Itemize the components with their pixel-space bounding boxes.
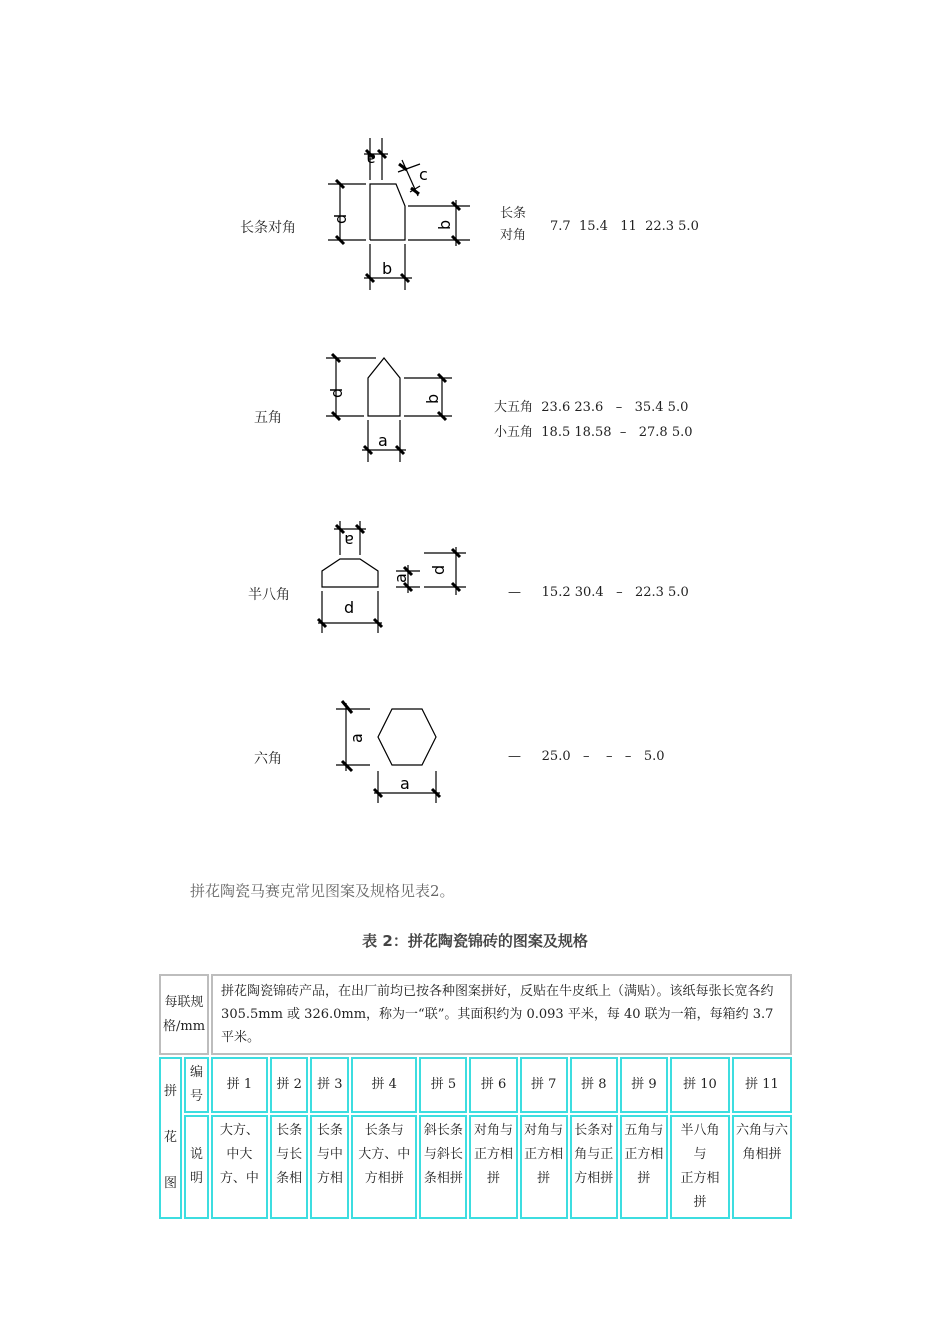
table-title: 表 2：拼花陶瓷锦砖的图案及规格: [362, 932, 588, 950]
desc-line: 方相: [316, 1171, 343, 1186]
desc-cell: [620, 1115, 668, 1219]
desc-cell: [570, 1115, 618, 1219]
table-row-numbers: [159, 1057, 792, 1113]
desc-line: 中大: [226, 1147, 253, 1162]
number-cell: 拼 7: [520, 1057, 568, 1113]
spec-description-cell: 拼花陶瓷锦砖产品，在出厂前均已按各种图案拼好，反贴在牛皮纸上（满贴）。该纸每张长宽各约 305.5mm 或 326.0mm，称为一“联”。其面积约为 0.093 平米，每 40 联为一箱，每箱约 3.7 平米。: [211, 974, 792, 1055]
desc-line: 正方相: [524, 1147, 564, 1162]
desc-line: 拼: [637, 1171, 651, 1186]
desc-line: 拼: [537, 1171, 551, 1186]
long-diagonal-figure: [320, 130, 500, 300]
shape-label-pentagon: 五角: [254, 410, 282, 426]
desc-line: 方、中: [219, 1171, 259, 1186]
desc-line: 方相拼: [574, 1171, 614, 1186]
dim-b-label: b: [382, 259, 393, 278]
desc-line: 条相: [276, 1171, 303, 1186]
dim-a-label: a: [344, 531, 354, 550]
number-label-cell: [184, 1057, 209, 1113]
desc-cell: [270, 1115, 309, 1219]
desc-cell: [351, 1115, 417, 1219]
desc-line: 斜长条: [423, 1123, 463, 1138]
desc-label-cell: [184, 1115, 209, 1219]
dim-a-right-label: a: [391, 573, 410, 583]
desc-line: 长条对: [574, 1123, 614, 1138]
number-cell: 拼 9: [620, 1057, 668, 1113]
desc-cell: [211, 1115, 268, 1219]
number-cell: 拼 2: [270, 1057, 309, 1113]
desc-line: 六角与六: [735, 1123, 788, 1138]
desc-line: 对角与: [474, 1123, 514, 1138]
number-cell: 拼 1: [211, 1057, 268, 1113]
spec-values: 18.5 18.58 – 27.8 5.0: [541, 425, 693, 440]
hexagon-figure: [330, 695, 470, 815]
desc-line: 角相拼: [742, 1147, 782, 1162]
spec-name-long-diagonal: [500, 203, 526, 247]
number-cell: 拼 4: [351, 1057, 417, 1113]
intro-text: 拼花陶瓷马赛克常见图案及规格见表2。: [190, 882, 455, 900]
spec-name-line-1: 长条: [500, 206, 527, 221]
desc-cell: [419, 1115, 467, 1219]
half-octagon-figure: [316, 515, 486, 645]
desc-line: 五角与: [624, 1123, 664, 1138]
desc-line: 条相拼: [423, 1171, 463, 1186]
spec-header-cell: [159, 974, 209, 1055]
desc-cell: [469, 1115, 517, 1219]
desc-line: 对角与: [524, 1123, 564, 1138]
desc-cell: [310, 1115, 349, 1219]
shape-label-long-diagonal: 长条对角: [240, 220, 296, 236]
dim-a-left-label: a: [347, 733, 366, 743]
spec-large-pentagon: [494, 396, 688, 415]
dim-d-label: d: [331, 213, 350, 224]
desc-line: 长条: [276, 1123, 303, 1138]
desc-cell: [670, 1115, 730, 1219]
desc-line: 大方、中: [358, 1147, 411, 1162]
dim-b-right-label: b: [435, 219, 454, 230]
shape-label-half-octagon: 半八角: [248, 587, 290, 603]
dim-d-label: d: [327, 387, 346, 398]
desc-cell: [520, 1115, 568, 1219]
number-cell: 拼 8: [570, 1057, 618, 1113]
number-cell: 拼 5: [419, 1057, 467, 1113]
spec-header-line-1: 每联规: [164, 994, 204, 1010]
number-cell: 拼 10: [670, 1057, 730, 1113]
shape-label-hexagon: 六角: [254, 751, 282, 767]
dim-a-label: a: [400, 774, 410, 793]
table-row-descriptions: [159, 1115, 792, 1219]
desc-line: 角与正: [574, 1147, 614, 1162]
dim-a-label: a: [366, 150, 376, 169]
number-cell: 拼 6: [469, 1057, 517, 1113]
number-label-1: 编: [190, 1065, 204, 1080]
desc-line: 长条: [316, 1123, 343, 1138]
desc-line: 正方相: [474, 1147, 514, 1162]
table-row-spec: [159, 974, 792, 1055]
spec-values-hexagon: — 25.0 – – – 5.0: [508, 749, 665, 764]
spec-values-long-diagonal: 7.7 15.4 11 22.3 5.0: [550, 219, 699, 234]
dim-b-label: b: [423, 393, 442, 404]
desc-label-2: 明: [190, 1171, 204, 1186]
spec-name: 大五角: [494, 400, 534, 415]
pentagon-figure: [318, 350, 478, 480]
desc-line: 长条与: [364, 1123, 404, 1138]
desc-cell: [732, 1115, 792, 1219]
pattern-spec-table: [157, 972, 794, 1221]
desc-line: 正方相拼: [680, 1171, 720, 1210]
desc-line: 方相拼: [364, 1171, 404, 1186]
desc-line: 大方、: [219, 1123, 259, 1138]
desc-line: 正方相: [624, 1147, 664, 1162]
dim-d-label: d: [344, 598, 355, 617]
group-label-2: 花: [163, 1130, 177, 1145]
dim-d-right-label: d: [429, 564, 448, 575]
desc-line: 拼: [487, 1171, 501, 1186]
group-label-1: 拼: [163, 1084, 177, 1099]
spec-header-line-2: 格/mm: [163, 1018, 206, 1034]
spec-small-pentagon: [494, 421, 693, 440]
dim-a-label: a: [378, 431, 388, 450]
number-label-2: 号: [190, 1089, 204, 1104]
desc-line: 与斜长: [423, 1147, 463, 1162]
desc-line: 与长: [276, 1147, 303, 1162]
spec-values-half-octagon: — 15.2 30.4 – 22.3 5.0: [508, 585, 689, 600]
desc-label-1: 说: [190, 1147, 204, 1162]
group-label-cell: [159, 1057, 182, 1219]
dim-c-label: c: [419, 165, 428, 184]
spec-values: 23.6 23.6 – 35.4 5.0: [541, 400, 689, 415]
number-cell: 拼 3: [310, 1057, 349, 1113]
desc-line: 半八角与: [680, 1123, 720, 1162]
number-cell: 拼 11: [732, 1057, 792, 1113]
spec-name: 小五角: [494, 425, 534, 440]
group-label-3: 图: [163, 1176, 177, 1191]
spec-name-line-2: 对角: [500, 228, 527, 243]
desc-line: 与中: [316, 1147, 343, 1162]
